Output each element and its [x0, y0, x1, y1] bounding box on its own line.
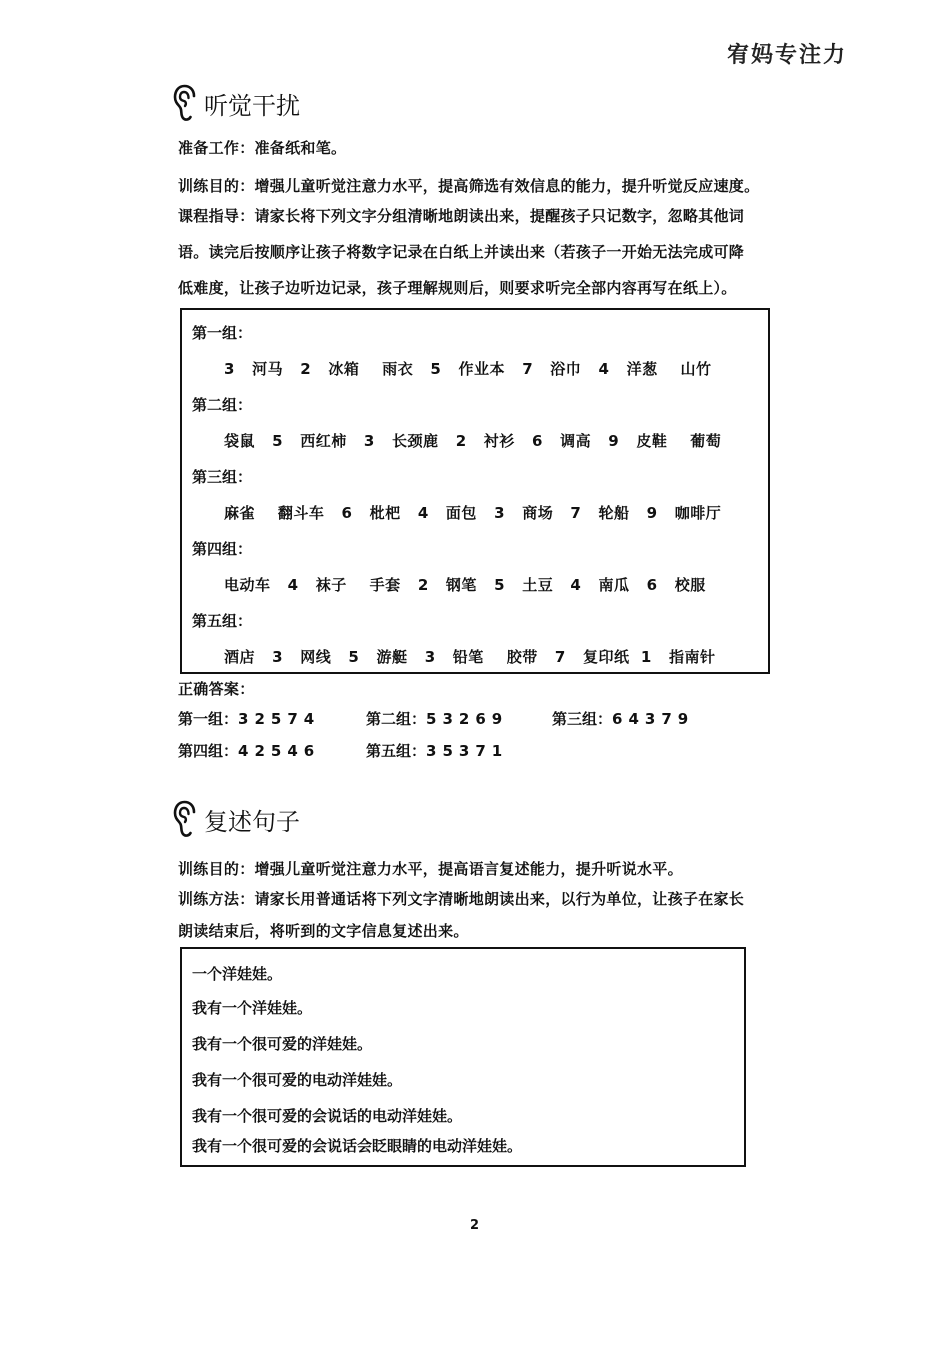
group-items: 电动车 4 袜子 手套 2 钢笔 5 土豆 4 南瓜 6 校服: [224, 576, 706, 594]
sentences-box: [180, 947, 746, 1167]
sentence-item: 我有一个很可爱的洋娃娃。: [192, 1035, 373, 1053]
guide-line-1: 课程指导：请家长将下列文字分组清晰地朗读出来，提醒孩子只记数字，忽略其他词: [178, 207, 745, 225]
sentence-item: 我有一个很可爱的会说话的电动洋娃娃。: [192, 1107, 463, 1125]
answer-value: 64379: [612, 710, 695, 728]
guide-line-3: 低难度，让孩子边听边记录，孩子理解规则后，则要求听完全部内容再写在纸上）。: [178, 279, 737, 297]
answer-value: 42546: [238, 742, 321, 760]
answers-title: 正确答案：: [178, 680, 255, 698]
group-label: 第一组：: [192, 324, 253, 342]
section-title-sentence-repeat: [172, 800, 300, 838]
answer-label: 第一组：: [178, 710, 239, 728]
groups-box: [180, 308, 770, 674]
answer-value: 53269: [426, 710, 509, 728]
answer-item: [178, 740, 320, 761]
group-items: 酒店 3 网线 5 游艇 3 铅笔 胶带 7 复印纸 1 指南针: [224, 648, 716, 666]
answer-label: 第三组：: [552, 710, 613, 728]
brand-header: 宥妈专注力: [726, 43, 847, 68]
section-title-text: 复述句子: [204, 807, 300, 836]
sentence-item: 我有一个洋娃娃。: [192, 999, 313, 1017]
method-line-2: 朗读结束后，将听到的文字信息复述出来。: [178, 922, 469, 940]
answer-value: 35371: [426, 742, 509, 760]
group-items: 袋鼠 5 西红柿 3 长颈鹿 2 衬衫 6 调高 9 皮鞋 葡萄: [224, 432, 722, 450]
purpose-text: 训练目的：增强儿童听觉注意力水平，提高语言复述能力，提升听说水平。: [178, 860, 683, 878]
group-items: 麻雀 翻斗车 6 枇杷 4 面包 3 商场 7 轮船 9 咖啡厅: [224, 504, 722, 522]
answer-item: [178, 708, 320, 729]
answer-item: [552, 708, 694, 729]
sentence-item: 我有一个很可爱的电动洋娃娃。: [192, 1071, 403, 1089]
ear-icon: [172, 84, 202, 122]
guide-line-2: 语。读完后按顺序让孩子将数字记录在白纸上并读出来（若孩子一开始无法完成可降: [178, 243, 745, 261]
group-label: 第五组：: [192, 612, 253, 630]
page-number: 2: [470, 1218, 480, 1233]
answer-label: 第五组：: [366, 742, 427, 760]
answer-label: 第二组：: [366, 710, 427, 728]
ear-icon: [172, 800, 202, 838]
sentence-item: 一个洋娃娃。: [192, 965, 283, 983]
group-items: 3 河马 2 冰箱 雨衣 5 作业本 7 浴巾 4 洋葱 山竹: [224, 360, 712, 378]
section-title-auditory-interference: [172, 84, 300, 122]
answer-item: [366, 740, 508, 761]
answer-label: 第四组：: [178, 742, 239, 760]
group-label: 第三组：: [192, 468, 253, 486]
group-label: 第四组：: [192, 540, 253, 558]
answer-value: 32574: [238, 710, 321, 728]
sentence-item: 我有一个很可爱的会说话会眨眼睛的电动洋娃娃。: [192, 1137, 523, 1155]
prep-text: 准备工作：准备纸和笔。: [178, 139, 347, 157]
section-title-text: 听觉干扰: [204, 91, 300, 120]
purpose-text: 训练目的：增强儿童听觉注意力水平，提高筛选有效信息的能力，提升听觉反应速度。: [178, 177, 760, 195]
method-line-1: 训练方法：请家长用普通话将下列文字清晰地朗读出来，以行为单位，让孩子在家长: [178, 890, 745, 908]
answer-item: [366, 708, 508, 729]
group-label: 第二组：: [192, 396, 253, 414]
